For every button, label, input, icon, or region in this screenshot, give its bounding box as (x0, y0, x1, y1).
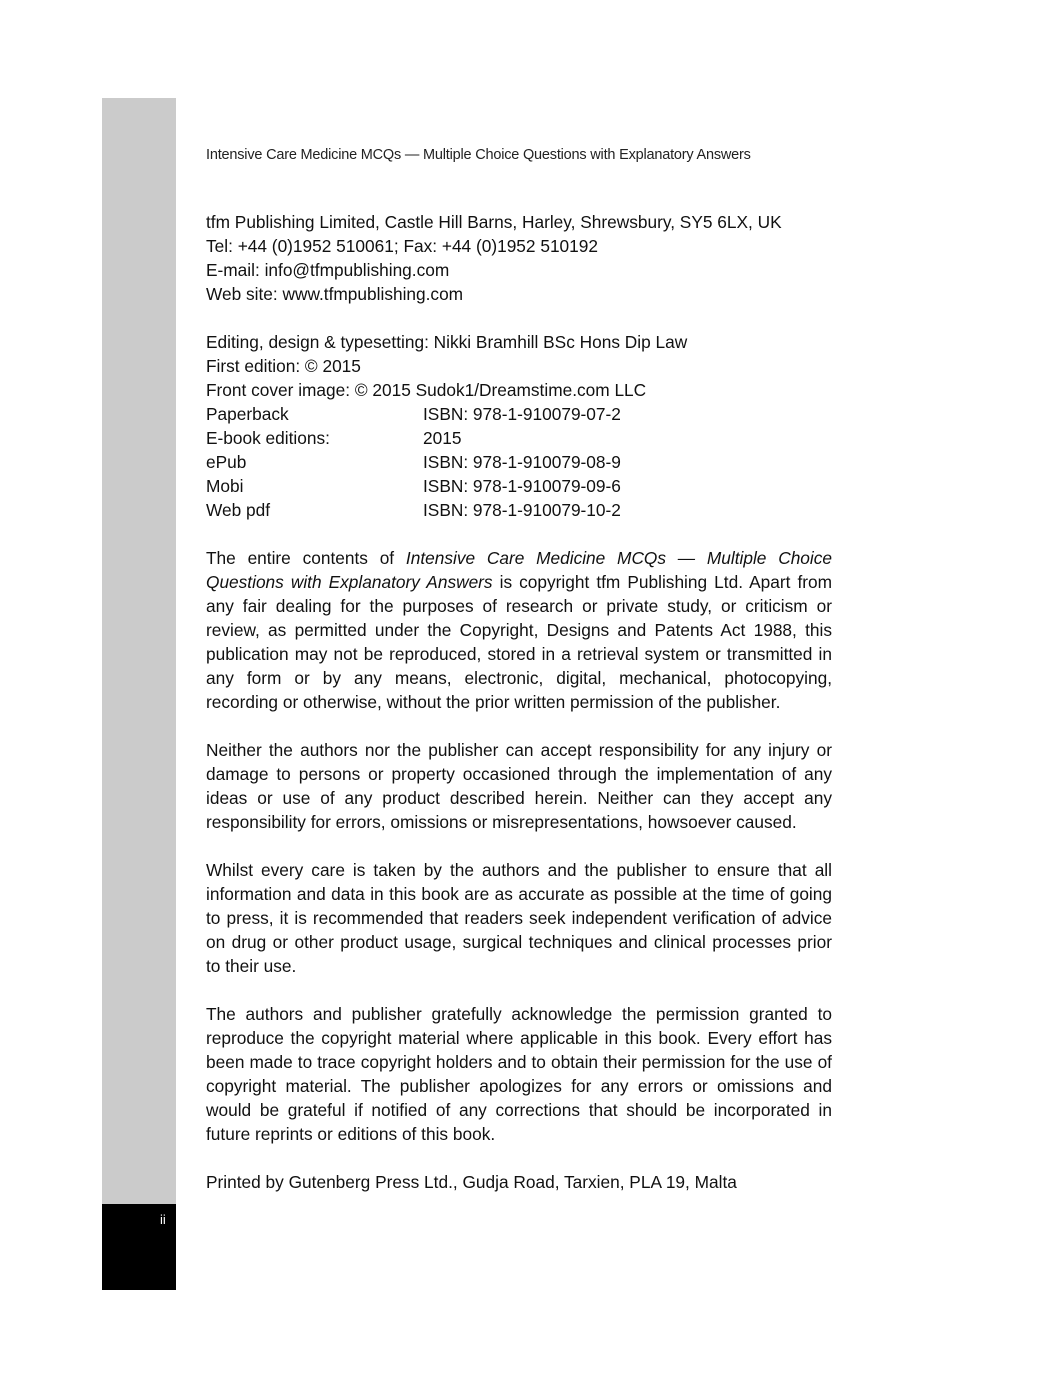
edition-label: Mobi (206, 476, 244, 496)
cover-image-credit: Front cover image: © 2015 Sudok1/Dreamstime.com LLC (206, 380, 647, 400)
page-number: ii (160, 1212, 166, 1227)
page-body (206, 210, 832, 1194)
website-line: Web site: www.tfmpublishing.com (206, 284, 464, 304)
credits-block (206, 330, 832, 522)
accuracy-paragraph: Whilst every care is taken by the authors and the publisher to ensure that all information and data in this book are as accurate as possible at the time of going to press, it is recommended that readers seek independent verification of advice on drug or other product usage, surgical techniques and clinical processes prior to their use. (206, 860, 832, 976)
edition-value: ISBN: 978-1-910079-10-2 (423, 500, 621, 520)
edition-label: E-book editions: (206, 428, 330, 448)
liability-paragraph: Neither the authors nor the publisher can accept responsibility for any injury or damage to persons or property occasioned through the implementation of any ideas or use of any product described herein. Neither can they accept any responsibility for errors, omissions or misrepresentations, howsoever caused. (206, 740, 832, 832)
copyright-suffix: is copyright tfm Publishing Ltd. Apart from any fair dealing for the purposes of research or private study, or criticism or review, as permitted under the Copyright, Designs and Patents Act 1988, this publication may not be reproduced, stored in a retrieval system or transmitted in any form or by any means, electronic, digital, mechanical, photocopying, recording or otherwise, without the prior written permission of the publisher. (206, 572, 833, 712)
edition-value: ISBN: 978-1-910079-09-6 (423, 476, 621, 496)
edition-label: Paperback (206, 404, 289, 424)
copyright-paragraph (206, 546, 832, 714)
phone-fax-line: Tel: +44 (0)1952 510061; Fax: +44 (0)1952 510192 (206, 236, 598, 256)
edition-label: Web pdf (206, 500, 271, 520)
printer-line: Printed by Gutenberg Press Ltd., Gudja Road, Tarxien, PLA 19, Malta (206, 1172, 737, 1192)
acknowledgement-paragraph: The authors and publisher gratefully acknowledge the permission granted to reproduce the copyright material where applicable in this book. Every effort has been made to trace copyright holders and to obtain their permission for the use of copyright material. The publisher apologizes for any errors or omissions and would be grateful if notified of any corrections that should be incorporated in future reprints or editions of this book. (206, 1004, 832, 1144)
edition-row (206, 402, 832, 426)
edition-row (206, 450, 832, 474)
edition-row (206, 474, 832, 498)
edition-value: ISBN: 978-1-910079-07-2 (423, 404, 621, 424)
email-line: E-mail: info@tfmpublishing.com (206, 260, 450, 280)
book-title-italic: Intensive Care Medicine MCQs — Multiple Choice Questions with Explanatory Answers (206, 548, 833, 592)
running-head: Intensive Care Medicine MCQs — Multiple Choice Questions with Explanatory Answers (206, 147, 751, 163)
editing-credit: Editing, design & typesetting: Nikki Bramhill BSc Hons Dip Law (206, 332, 688, 352)
publisher-address (206, 210, 832, 306)
copyright-prefix: The entire contents of (206, 548, 406, 568)
edition-row (206, 426, 832, 450)
edition-credit: First edition: © 2015 (206, 356, 361, 376)
edition-value: 2015 (423, 428, 462, 448)
edition-label: ePub (206, 452, 247, 472)
edition-value: ISBN: 978-1-910079-08-9 (423, 452, 621, 472)
publisher-line: tfm Publishing Limited, Castle Hill Barns, Harley, Shrewsbury, SY5 6LX, UK (206, 212, 782, 232)
edition-row (206, 498, 832, 522)
margin-tab-gray (102, 98, 176, 1204)
